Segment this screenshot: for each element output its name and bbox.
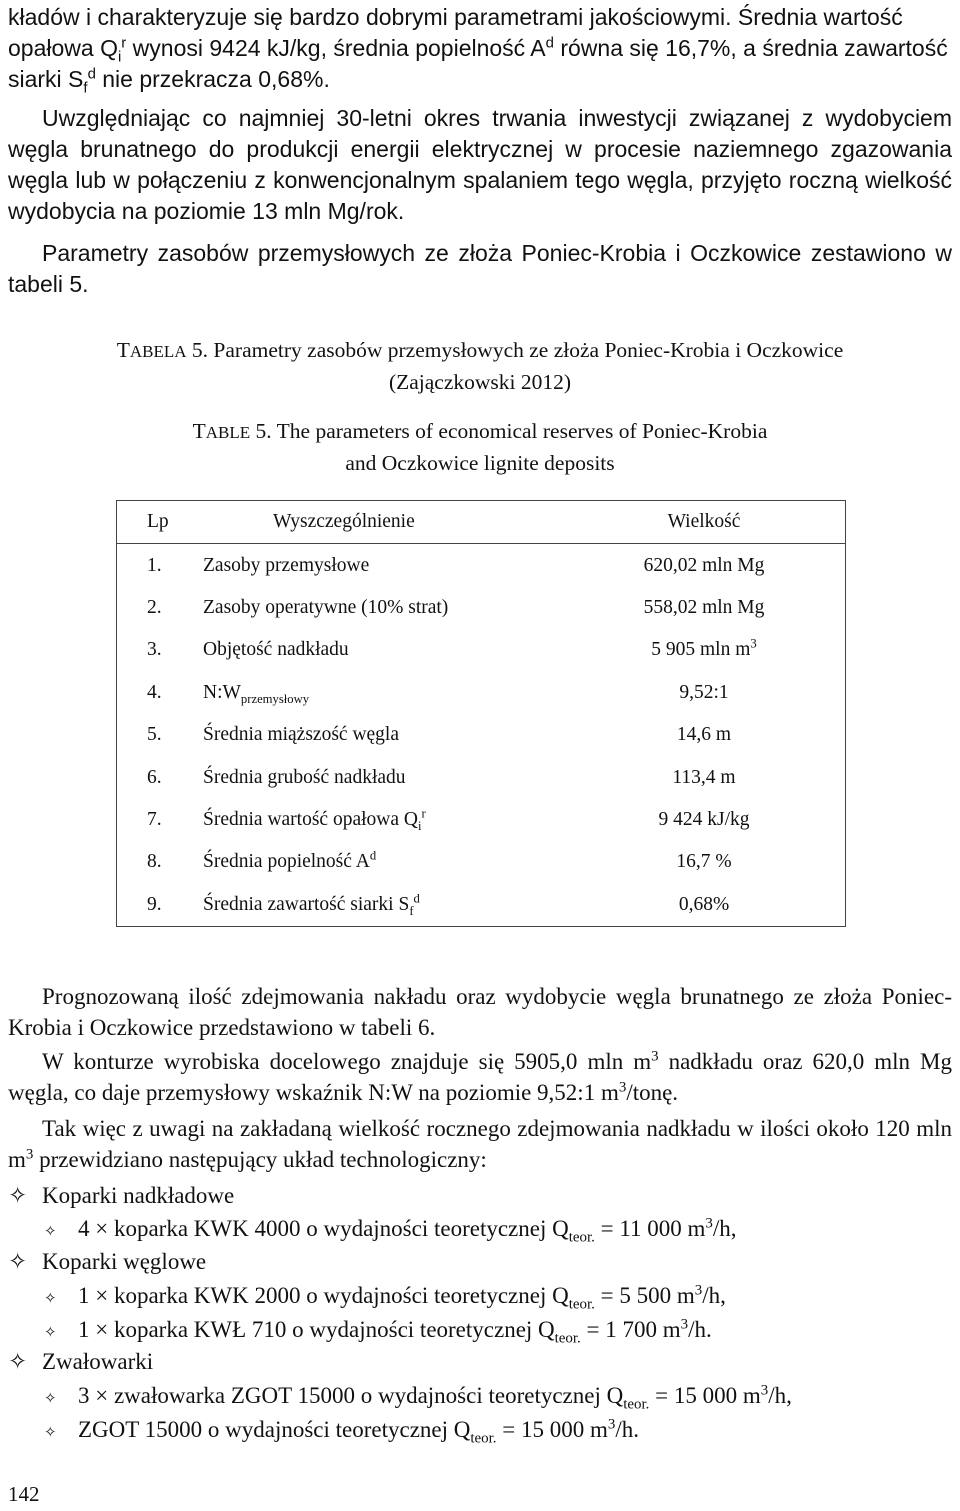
- caption-english-line-2: and Oczkowice lignite deposits: [345, 451, 615, 475]
- row-name: Zasoby przemysłowe: [203, 554, 370, 576]
- header-specification: Wyszczególnienie: [193, 501, 563, 544]
- table-row: [117, 629, 846, 671]
- bullet-group-overburden-excavators: ✧ Koparki nadkładowe: [8, 1180, 234, 1211]
- row-name: Średnia miąższość węgla: [203, 724, 400, 746]
- page-number: 142: [8, 1482, 40, 1506]
- row-value: 14,6 m: [676, 724, 732, 746]
- table-row: [117, 884, 846, 927]
- table-row: [117, 714, 846, 756]
- row-number: 2.: [147, 596, 162, 618]
- row-number: 7.: [147, 808, 162, 830]
- bullet-item: ✧ ZGOT 15000 o wydajności teoretycznej $Q_{teor.} = 15$ 000 $m^3/h$.: [44, 1414, 639, 1449]
- diamond-star-icon: ✧: [44, 1425, 57, 1441]
- table-row: [117, 799, 846, 841]
- paragraph-quality-line-2: opałowa $Q_i^r$ wynosi 9424 kJ/kg, średnia popielność $A^d$ równa się 16,7%, a średnia zawartość: [8, 34, 948, 66]
- caption-english-line-1: TABLE 5. The parameters of economical reserves of Poniec-Krobia: [192, 419, 768, 443]
- header-lp: Lp: [117, 501, 194, 544]
- row-name: Średnia zawartość siarki $S_f^d$: [203, 891, 420, 918]
- row-name: Średnia grubość nadkładu: [203, 766, 406, 788]
- caption-polish-line-2: (Zajączkowski 2012): [388, 370, 572, 394]
- diamond-star-icon: ✧: [8, 1349, 28, 1374]
- bullet-group-spreaders: ✧ Zwałowarki: [8, 1346, 153, 1377]
- bullet-item: ✧ 3 × zwałowarka ZGOT 15000 o wydajności teoretycznej $Q_{teor.} = 15$ 000 $m^3/h$,: [44, 1380, 792, 1415]
- paragraph-parameters: Parametry zasobów przemysłowych ze złoża Poniec-Krobia i Oczkowice zestawiono w tabeli 5.: [8, 240, 952, 297]
- paragraph-investment: Uwzględniając co najmniej 30-letni okres trwania inwestycji związanej z wydobyciem węgla brunatnego do produkcji energii elektrycznej w procesie naziemnego zgazowania węgla lub w połączeniu z konwencjonalnym spalaniem tego węgla, przyjęto roczną wielkość wydobycia na poziomie 13 mln Mg/rok.: [8, 105, 952, 224]
- table-row: [117, 587, 846, 629]
- diamond-star-icon: ✧: [44, 1224, 57, 1240]
- caption-polish-line-1: TABELA 5. Parametry zasobów przemysłowych ze złoża Poniec-Krobia i Oczkowice: [116, 338, 844, 362]
- parameters-table: [116, 500, 846, 927]
- table-header-row: [117, 501, 846, 544]
- table-caption-english: [0, 416, 960, 479]
- diamond-star-icon: ✧: [44, 1291, 57, 1307]
- bullet-group-coal-excavators: ✧ Koparki węglowe: [8, 1246, 206, 1277]
- row-number: 9.: [147, 893, 162, 915]
- row-name: Objętość nadkładu: [203, 639, 349, 661]
- row-value: 0,68%: [678, 893, 730, 915]
- diamond-star-icon: ✧: [44, 1391, 57, 1407]
- header-value: Wielkość: [563, 501, 846, 544]
- diamond-star-icon: ✧: [8, 1249, 28, 1274]
- row-value: 16,7 %: [676, 851, 732, 873]
- row-name: Zasoby operatywne (10% strat): [203, 596, 449, 618]
- row-value: 620,02 mln Mg: [643, 554, 765, 576]
- row-name: Średnia popielność $A^d$: [203, 848, 377, 873]
- row-number: 1.: [147, 554, 162, 576]
- bullet-item: ✧ 4 × koparka KWK 4000 o wydajności teoretycznej $Q_{teor.} = 11$ 000 $m^3/h$,: [44, 1213, 736, 1248]
- row-number: 5.: [147, 724, 162, 746]
- row-name: Średnia wartość opałowa $Q_i^r$: [203, 806, 426, 833]
- paragraph-quality-line-3: siarki $S_f^d$ nie przekracza 0,68%.: [8, 65, 330, 97]
- diamond-star-icon: ✧: [8, 1183, 28, 1208]
- paragraph-quality-line-1: kładów i charakteryzuje się bardzo dobrymi parametrami jakościowymi. Średnia wartość: [8, 4, 903, 30]
- paragraph-quality: [8, 2, 952, 95]
- table-row: [117, 672, 846, 714]
- row-name: $N:W_{przemysłowy}$: [203, 681, 310, 706]
- table-caption-polish: [0, 335, 960, 398]
- paragraph-forecast: Prognozowaną ilość zdejmowania nakładu oraz wydobycie węgla brunatnego ze złoża Poniec-Krobia i Oczkowice przedstawiono w tabeli 6.: [8, 984, 952, 1040]
- table-row: [117, 756, 846, 798]
- paragraph-technology: Tak więc z uwagi na zakładaną wielkość rocznego zdejmowania nadkładu w ilości około 120 mln $m^3$ przewidziano następujący układ technologiczny:: [8, 1116, 952, 1172]
- row-number: 4.: [147, 681, 162, 703]
- row-value: 113,4 m: [672, 766, 736, 788]
- row-value: 5 905 mln $m^3$: [651, 636, 757, 661]
- bullet-item: ✧ 1 × koparka KWK 2000 o wydajności teoretycznej $Q_{teor.} = 5$ 500 $m^3/h$,: [44, 1280, 726, 1315]
- row-value: 558,02 mln Mg: [643, 596, 765, 618]
- row-value: 9 424 kJ/kg: [658, 808, 750, 830]
- paragraph-contour: W konturze wyrobiska docelowego znajduje się 5905,0 mln $m^3$ nadkładu oraz 620,0 mln Mg węgla, co daje przemysłowy wskaźnik N:W na poziomie 9,52:1 $m^3$/tonę.: [8, 1048, 952, 1105]
- table-row: [117, 841, 846, 883]
- row-number: 6.: [147, 766, 162, 788]
- row-number: 8.: [147, 851, 162, 873]
- bullet-item: ✧ 1 × koparka KWŁ 710 o wydajności teoretycznej $Q_{teor.} = 1$ 700 $m^3/h$.: [44, 1314, 712, 1349]
- row-value: 9,52:1: [679, 681, 729, 703]
- diamond-star-icon: ✧: [44, 1325, 57, 1341]
- table-row: [117, 544, 846, 587]
- row-number: 3.: [147, 639, 162, 661]
